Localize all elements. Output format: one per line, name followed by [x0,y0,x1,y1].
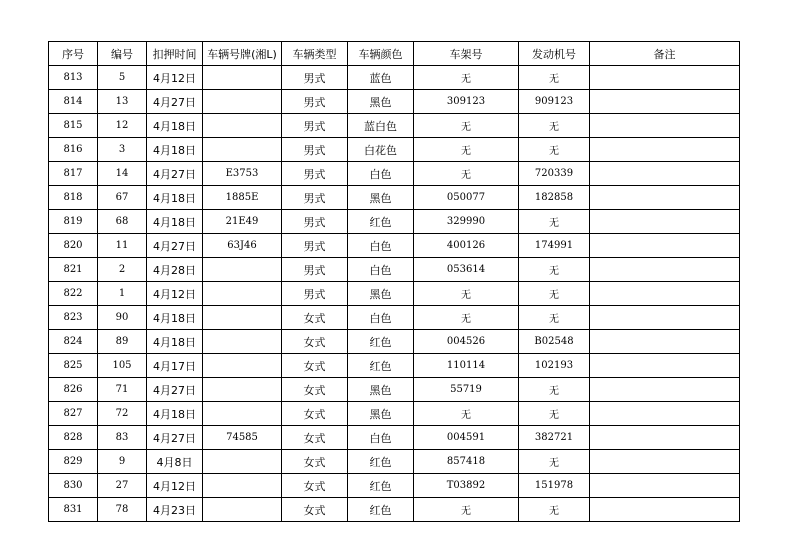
cell-seizure-date: 4月12日 [147,66,203,90]
cell-frame-number: 400126 [414,234,519,258]
cell-engine-number: 无 [519,114,590,138]
cell-remarks [590,474,740,498]
cell-vehicle-color: 黑色 [348,378,414,402]
cell-plate: 1885E [203,186,282,210]
cell-engine-number: 182858 [519,186,590,210]
table-row [49,66,740,90]
cell-frame-number: 无 [414,402,519,426]
cell-serial: 818 [49,186,98,210]
cell-remarks [590,138,740,162]
cell-remarks [590,498,740,522]
cell-engine-number: 无 [519,306,590,330]
cell-vehicle-type: 女式 [282,330,348,354]
cell-number: 90 [98,306,147,330]
cell-remarks [590,66,740,90]
cell-serial: 816 [49,138,98,162]
cell-serial: 817 [49,162,98,186]
table-row [49,138,740,162]
table-row [49,450,740,474]
cell-vehicle-color: 白色 [348,258,414,282]
cell-serial: 819 [49,210,98,234]
cell-vehicle-type: 女式 [282,426,348,450]
cell-seizure-date: 4月18日 [147,402,203,426]
table-row [49,90,740,114]
cell-plate [203,138,282,162]
cell-number: 2 [98,258,147,282]
cell-number: 89 [98,330,147,354]
cell-seizure-date: 4月18日 [147,114,203,138]
cell-remarks [590,162,740,186]
cell-plate [203,354,282,378]
cell-vehicle-type: 男式 [282,138,348,162]
cell-engine-number: 无 [519,210,590,234]
header-row [49,42,740,66]
table-row [49,234,740,258]
cell-vehicle-color: 红色 [348,450,414,474]
col-header-remarks: 备注 [590,42,740,66]
cell-vehicle-color: 黑色 [348,90,414,114]
cell-frame-number: 55719 [414,378,519,402]
cell-frame-number: 无 [414,66,519,90]
cell-frame-number: 309123 [414,90,519,114]
cell-engine-number: 无 [519,378,590,402]
cell-frame-number: 无 [414,162,519,186]
col-header-vehicle-type: 车辆类型 [282,42,348,66]
cell-vehicle-type: 男式 [282,282,348,306]
cell-remarks [590,186,740,210]
cell-vehicle-type: 女式 [282,306,348,330]
cell-remarks [590,306,740,330]
cell-number: 83 [98,426,147,450]
cell-seizure-date: 4月28日 [147,258,203,282]
cell-number: 71 [98,378,147,402]
cell-seizure-date: 4月12日 [147,474,203,498]
cell-number: 78 [98,498,147,522]
cell-plate [203,474,282,498]
cell-vehicle-type: 女式 [282,474,348,498]
cell-vehicle-color: 黑色 [348,282,414,306]
col-header-vehicle-color: 车辆颜色 [348,42,414,66]
cell-serial: 820 [49,234,98,258]
cell-frame-number: 004526 [414,330,519,354]
cell-remarks [590,258,740,282]
cell-vehicle-type: 女式 [282,378,348,402]
cell-vehicle-color: 白色 [348,426,414,450]
cell-serial: 825 [49,354,98,378]
cell-plate [203,378,282,402]
cell-plate: 74585 [203,426,282,450]
cell-serial: 831 [49,498,98,522]
cell-remarks [590,450,740,474]
cell-vehicle-type: 女式 [282,402,348,426]
cell-remarks [590,114,740,138]
cell-serial: 821 [49,258,98,282]
cell-frame-number: 004591 [414,426,519,450]
cell-plate [203,402,282,426]
cell-engine-number: 无 [519,258,590,282]
cell-number: 11 [98,234,147,258]
cell-vehicle-type: 男式 [282,114,348,138]
cell-number: 27 [98,474,147,498]
cell-vehicle-type: 男式 [282,258,348,282]
cell-engine-number: 无 [519,138,590,162]
cell-number: 67 [98,186,147,210]
cell-remarks [590,426,740,450]
cell-serial: 815 [49,114,98,138]
cell-vehicle-color: 白色 [348,162,414,186]
cell-frame-number: T03892 [414,474,519,498]
cell-vehicle-color: 蓝色 [348,66,414,90]
cell-seizure-date: 4月27日 [147,162,203,186]
vehicle-seizure-table [48,41,740,522]
cell-number: 12 [98,114,147,138]
cell-vehicle-color: 白色 [348,234,414,258]
cell-seizure-date: 4月27日 [147,90,203,114]
table-row [49,306,740,330]
cell-frame-number: 050077 [414,186,519,210]
col-header-seizure-date: 扣押时间 [147,42,203,66]
col-header-number: 编号 [98,42,147,66]
cell-plate [203,306,282,330]
table-row [49,378,740,402]
col-header-plate: 车辆号牌(湘L) [203,42,282,66]
cell-vehicle-color: 白色 [348,306,414,330]
cell-plate [203,66,282,90]
cell-serial: 824 [49,330,98,354]
cell-engine-number: 102193 [519,354,590,378]
cell-seizure-date: 4月27日 [147,426,203,450]
cell-vehicle-type: 男式 [282,210,348,234]
table-row [49,186,740,210]
cell-plate: E3753 [203,162,282,186]
cell-vehicle-type: 男式 [282,234,348,258]
cell-frame-number: 无 [414,306,519,330]
cell-vehicle-type: 男式 [282,186,348,210]
cell-plate [203,330,282,354]
cell-engine-number: 174991 [519,234,590,258]
cell-vehicle-color: 白花色 [348,138,414,162]
cell-remarks [590,234,740,258]
cell-plate: 21E49 [203,210,282,234]
cell-engine-number: 151978 [519,474,590,498]
cell-vehicle-type: 男式 [282,90,348,114]
cell-number: 3 [98,138,147,162]
cell-plate [203,450,282,474]
cell-engine-number: 909123 [519,90,590,114]
cell-remarks [590,354,740,378]
col-header-engine-number: 发动机号 [519,42,590,66]
cell-vehicle-color: 红色 [348,474,414,498]
cell-engine-number: B02548 [519,330,590,354]
table-row [49,498,740,522]
table-row [49,258,740,282]
cell-serial: 827 [49,402,98,426]
cell-remarks [590,90,740,114]
cell-vehicle-type: 男式 [282,66,348,90]
cell-frame-number: 无 [414,114,519,138]
col-header-frame-number: 车架号 [414,42,519,66]
cell-seizure-date: 4月18日 [147,330,203,354]
cell-serial: 814 [49,90,98,114]
table-row [49,426,740,450]
cell-number: 1 [98,282,147,306]
table-body [49,66,740,522]
table-row [49,162,740,186]
cell-serial: 822 [49,282,98,306]
cell-seizure-date: 4月27日 [147,378,203,402]
cell-frame-number: 无 [414,138,519,162]
cell-vehicle-color: 红色 [348,210,414,234]
cell-seizure-date: 4月27日 [147,234,203,258]
table-row [49,210,740,234]
table-row [49,402,740,426]
cell-number: 105 [98,354,147,378]
cell-frame-number: 857418 [414,450,519,474]
cell-engine-number: 无 [519,450,590,474]
table-row [49,282,740,306]
cell-vehicle-color: 黑色 [348,402,414,426]
cell-frame-number: 053614 [414,258,519,282]
cell-vehicle-type: 女式 [282,450,348,474]
cell-serial: 813 [49,66,98,90]
cell-engine-number: 无 [519,402,590,426]
cell-vehicle-color: 红色 [348,498,414,522]
cell-seizure-date: 4月18日 [147,186,203,210]
cell-engine-number: 382721 [519,426,590,450]
table-row [49,474,740,498]
cell-plate [203,282,282,306]
cell-engine-number: 无 [519,66,590,90]
cell-seizure-date: 4月18日 [147,306,203,330]
cell-frame-number: 无 [414,282,519,306]
cell-engine-number: 无 [519,498,590,522]
cell-serial: 823 [49,306,98,330]
cell-vehicle-color: 蓝白色 [348,114,414,138]
cell-remarks [590,210,740,234]
cell-serial: 830 [49,474,98,498]
cell-serial: 829 [49,450,98,474]
cell-vehicle-type: 女式 [282,354,348,378]
table-row [49,330,740,354]
cell-number: 14 [98,162,147,186]
cell-number: 72 [98,402,147,426]
cell-remarks [590,282,740,306]
cell-number: 5 [98,66,147,90]
col-header-serial: 序号 [49,42,98,66]
cell-vehicle-type: 男式 [282,162,348,186]
cell-remarks [590,378,740,402]
table-row [49,114,740,138]
cell-remarks [590,402,740,426]
cell-seizure-date: 4月23日 [147,498,203,522]
cell-number: 68 [98,210,147,234]
cell-vehicle-type: 女式 [282,498,348,522]
cell-remarks [590,330,740,354]
cell-number: 9 [98,450,147,474]
cell-seizure-date: 4月18日 [147,210,203,234]
cell-engine-number: 720339 [519,162,590,186]
cell-vehicle-color: 红色 [348,354,414,378]
cell-plate [203,90,282,114]
cell-plate [203,258,282,282]
cell-seizure-date: 4月12日 [147,282,203,306]
cell-frame-number: 329990 [414,210,519,234]
table-row [49,354,740,378]
cell-vehicle-color: 黑色 [348,186,414,210]
cell-plate [203,498,282,522]
cell-frame-number: 110114 [414,354,519,378]
cell-engine-number: 无 [519,282,590,306]
cell-seizure-date: 4月17日 [147,354,203,378]
cell-plate: 63J46 [203,234,282,258]
cell-serial: 828 [49,426,98,450]
cell-plate [203,114,282,138]
cell-frame-number: 无 [414,498,519,522]
cell-seizure-date: 4月18日 [147,138,203,162]
cell-serial: 826 [49,378,98,402]
cell-number: 13 [98,90,147,114]
cell-vehicle-color: 红色 [348,330,414,354]
cell-seizure-date: 4月8日 [147,450,203,474]
